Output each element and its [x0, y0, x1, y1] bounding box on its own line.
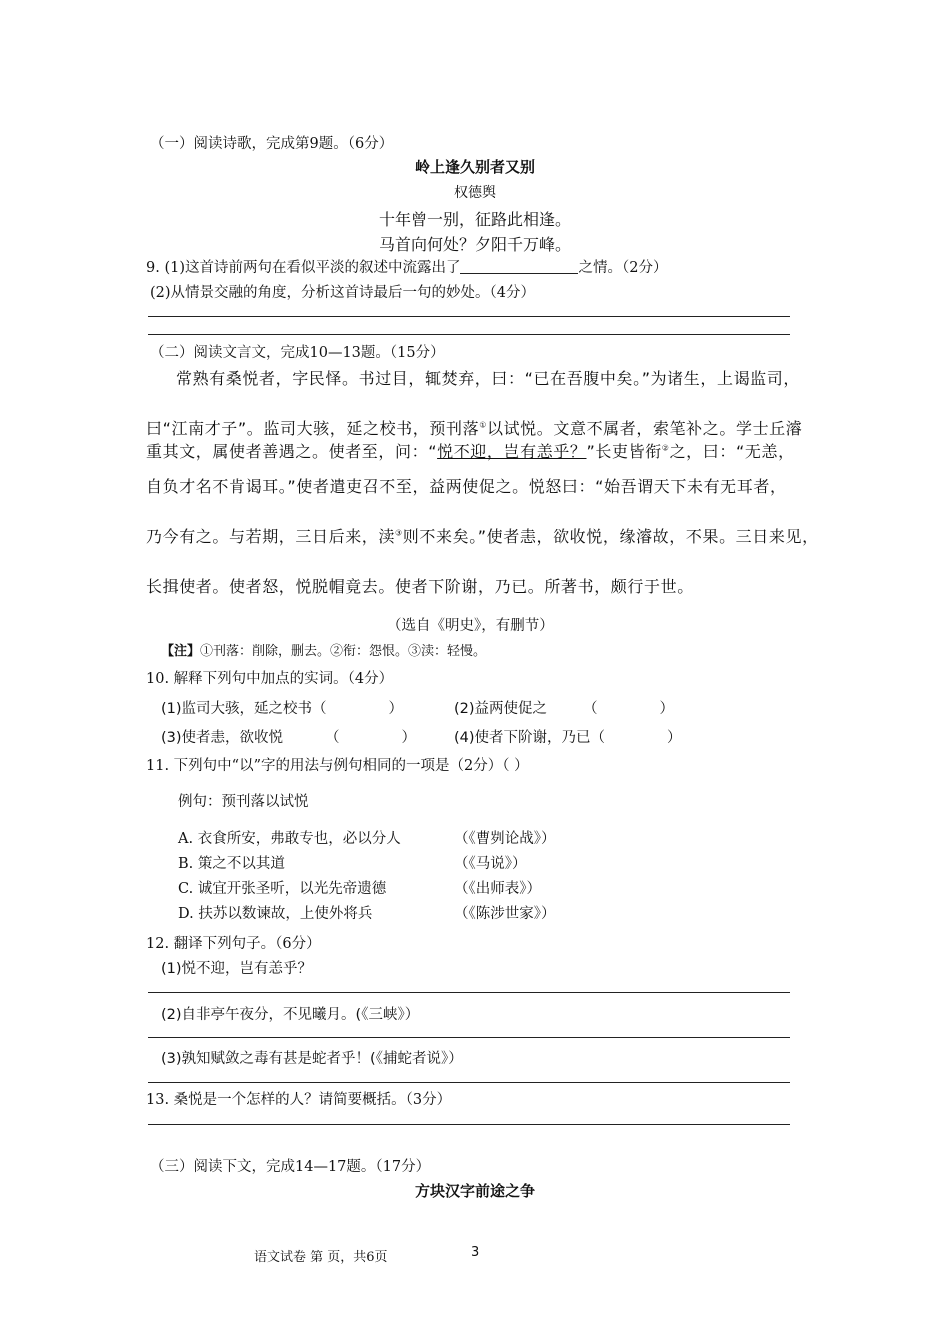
option-c-source — [454, 877, 541, 898]
option-d-source-text: 《陈涉世家》） — [468, 906, 556, 922]
answer-line[interactable] — [148, 1037, 790, 1038]
example-sentence — [178, 790, 309, 811]
paren-open: （ — [454, 831, 469, 847]
question-12-1: (1)悦不迎，岂有恙乎？ — [161, 961, 313, 977]
question-9-1 — [146, 256, 667, 277]
option-d-source — [454, 902, 556, 923]
question-13: 13. 桑悦是一个怎样的人？请简要概括。（3分） — [146, 1092, 452, 1108]
passage-text: 乃今有之。与若期，三日后来，渎 — [146, 527, 396, 546]
passage-line-6: 长揖使者。使者怒，悦脱帽竟去。使者下阶谢，乃已。所著书，颇行于世。 — [146, 577, 694, 596]
paren-open: （ — [454, 856, 469, 872]
passage-line-5 — [146, 524, 819, 547]
poem-author: 权德舆 — [454, 185, 496, 201]
example-text: 预刊落以试悦 — [221, 794, 309, 810]
question-11: 11. 下列句中“以”字的用法与例句相同的一项是（2分）（ ） — [146, 758, 529, 774]
passage-text: 之，曰：“无恙， — [669, 442, 795, 461]
option-b-source-text: 《马说》） — [468, 856, 527, 872]
answer-blank[interactable] — [460, 259, 578, 274]
passage-text: ”长吏皆衔 — [586, 442, 662, 461]
paren-open: （ — [583, 701, 598, 717]
poem-line-2: 马首向何处？夕阳千万峰。 — [378, 235, 571, 254]
page-footer: 语文试卷 第 页，共6页 — [254, 1250, 388, 1265]
question-9-2: (2)从情景交融的角度，分析这首诗最后一句的妙处。（4分） — [150, 285, 536, 301]
question-12-3: (3)孰知赋敛之毒有甚是蛇者乎！(《捕蛇者说》） — [161, 1051, 463, 1067]
passage-text: 重其文，属使者善遇之。使者至，问：“ — [146, 442, 438, 461]
paren-close: ） — [388, 701, 404, 717]
passage-text: 则不来矣。”使者恚，欲收悦，缘濬故，不果。三日来见， — [402, 527, 819, 546]
passage-text: 曰“江南才子”。监司大骇，延之校书，预刊落 — [146, 419, 480, 438]
poem-title: 岭上逢久别者又别 — [414, 158, 535, 176]
passage-line-2 — [146, 416, 802, 439]
answer-line[interactable] — [148, 992, 790, 993]
passage-source: （选自《明史》，有删节） — [387, 618, 554, 634]
note-label: 【注】 — [161, 644, 201, 659]
question-10-2 — [454, 697, 674, 718]
section3-header: （三）阅读下文，完成14—17题。（17分） — [150, 1159, 431, 1175]
paren-open: （ — [325, 730, 340, 746]
passage-text: 以试悦。文意不属者，索笔补之。学士丘濬 — [486, 419, 803, 438]
footnote-marker-3: ③ — [395, 528, 403, 538]
paren-close: ） — [667, 730, 682, 746]
passage-notes — [161, 640, 486, 659]
option-a-source-text: 《曹刿论战》） — [468, 831, 556, 847]
poem-line-1: 十年曾一别，征路此相逢。 — [378, 210, 571, 229]
passage-line-3 — [146, 439, 795, 462]
paren-open: （ — [454, 906, 469, 922]
note-text: ①刊落：削除，删去。②衔：怨恨。③渎：轻慢。 — [200, 644, 487, 659]
option-c-source-text: 《出师表》） — [468, 881, 541, 897]
paren-open: （ — [454, 881, 469, 897]
answer-line[interactable] — [148, 334, 790, 335]
passage-line-1: 常熟有桑悦者，字民怿。书过目，辄焚弃，曰：“已在吾腹中矣。”为诸生，上谒监司， — [176, 369, 800, 388]
question-12-2: (2)自非亭午夜分，不见曦月。(《三峡》） — [161, 1007, 420, 1023]
answer-line[interactable] — [148, 1082, 790, 1083]
question-9-1-text: 9. (1)这首诗前两句在看似平淡的叙述中流露出了 — [146, 260, 461, 276]
passage-line-4: 自负才名不肯谒耳。”使者遣吏召不至，益两使促之。悦怒曰：“始吾谓天下未有无耳者， — [146, 477, 787, 496]
footnote-marker-2: ② — [661, 443, 670, 453]
question-10: 10. 解释下列句中加点的实词。（4分） — [146, 671, 394, 687]
question-10-2-text: (2)益两使促之 — [454, 701, 548, 717]
section2-header: （二）阅读文言文，完成10—13题。（15分） — [150, 345, 445, 361]
question-10-3-text: (3)使者恚，欲收悦 — [161, 730, 284, 746]
answer-line[interactable] — [148, 316, 790, 317]
page-number: 3 — [471, 1245, 480, 1260]
question-10-4-text: (4)使者下阶谢，乃已（ — [454, 730, 606, 746]
question-10-3 — [161, 726, 416, 747]
option-b[interactable]: B. 策之不以其道 — [178, 856, 285, 872]
example-label: 例句： — [178, 794, 222, 810]
article-title: 方块汉字前途之争 — [414, 1182, 535, 1200]
option-d[interactable]: D. 扶苏以数谏故，上使外将兵 — [178, 906, 373, 922]
question-12: 12. 翻译下列句子。（6分） — [146, 936, 321, 952]
option-c[interactable]: C. 诚宜开张圣听，以光先帝遗德 — [178, 881, 387, 897]
question-9-1-score: 之情。（2分） — [578, 260, 668, 276]
section1-header: （一）阅读诗歌，完成第9题。（6分） — [150, 136, 394, 152]
question-10-1-text: (1)监司大骇，延之校书（ — [161, 701, 327, 717]
question-10-4 — [454, 726, 682, 747]
footnote-marker-1: ① — [479, 420, 487, 430]
underlined-sentence: 悦不迎，岂有恙乎？ — [437, 442, 587, 461]
paren-close: ） — [659, 701, 675, 717]
option-b-source — [454, 852, 527, 873]
paren-close: ） — [401, 730, 417, 746]
option-a[interactable]: A. 衣食所安，弗敢专也，必以分人 — [178, 831, 401, 847]
answer-line[interactable] — [148, 1124, 790, 1125]
option-a-source — [454, 827, 556, 848]
question-10-1 — [161, 697, 403, 718]
